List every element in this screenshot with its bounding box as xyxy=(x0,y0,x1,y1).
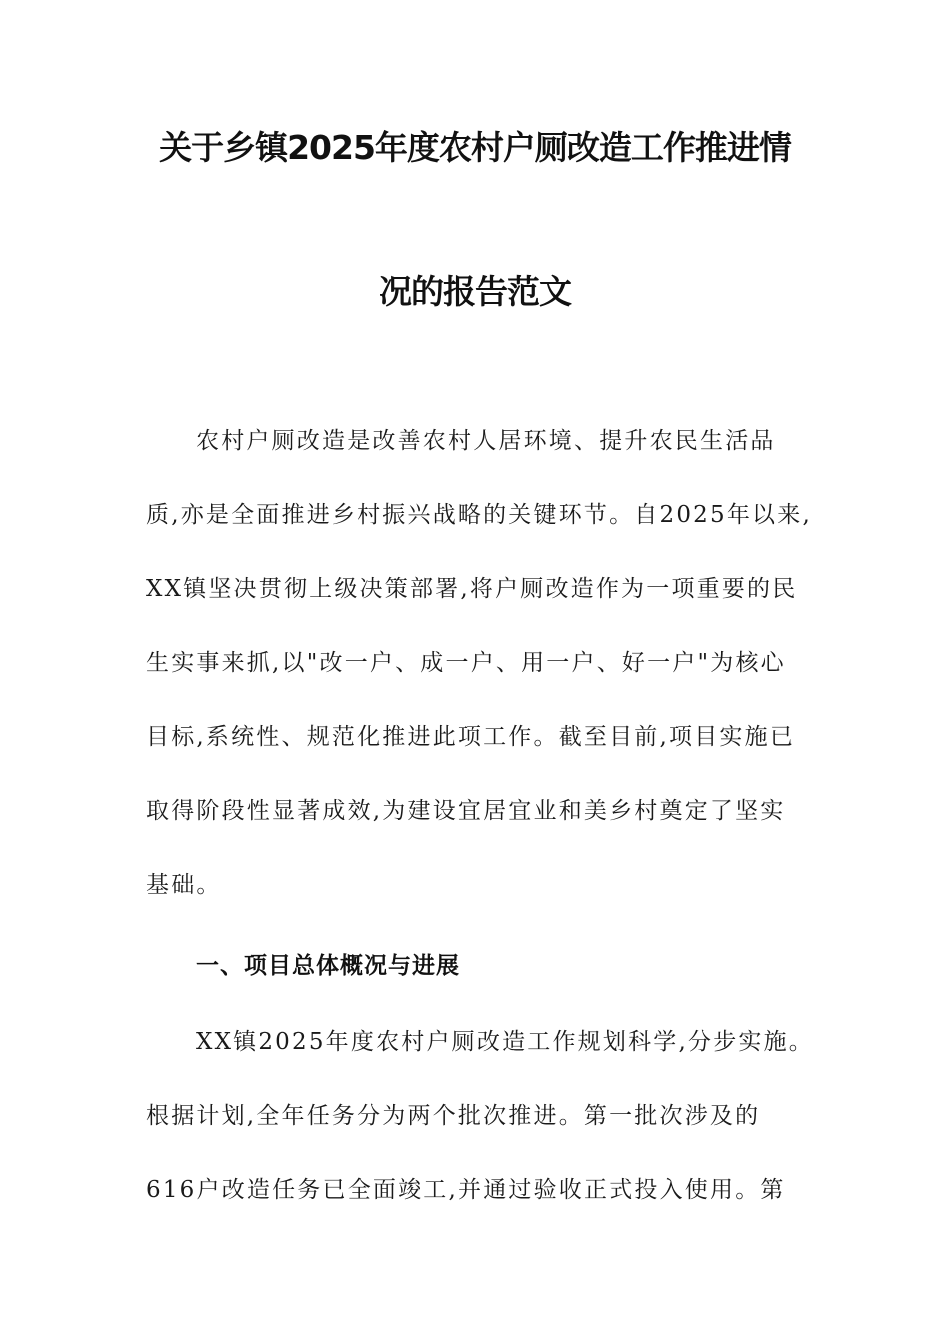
section-heading: 一、项目总体概况与进展 xyxy=(196,953,460,979)
intro-paragraph-line: XX镇坚决贯彻上级决策部署,将户厕改造作为一项重要的民 xyxy=(146,576,798,602)
intro-paragraph-line: 生实事来抓,以"改一户、成一户、用一户、好一户"为核心 xyxy=(146,650,786,676)
intro-paragraph-line: 质,亦是全面推进乡村振兴战略的关键环节。自2025年以来, xyxy=(146,502,812,528)
intro-paragraph-line: 目标,系统性、规范化推进此项工作。截至目前,项目实施已 xyxy=(146,724,796,750)
intro-paragraph-line: 取得阶段性显著成效,为建设宜居宜业和美乡村奠定了坚实 xyxy=(146,798,786,824)
section-paragraph-line: 根据计划,全年任务分为两个批次推进。第一批次涉及的 xyxy=(146,1103,761,1129)
intro-paragraph-line: 农村户厕改造是改善农村人居环境、提升农民生活品 xyxy=(196,428,776,454)
section-paragraph-line: XX镇2025年度农村户厕改造工作规划科学,分步实施。 xyxy=(196,1029,814,1055)
document-title-line-2: 况的报告范文 xyxy=(379,272,571,311)
intro-paragraph-line: 基础。 xyxy=(146,872,222,898)
document-title-line-1: 关于乡镇2025年度农村户厕改造工作推进情 xyxy=(159,128,791,167)
section-paragraph-line: 616户改造任务已全面竣工,并通过验收正式投入使用。第 xyxy=(146,1177,786,1203)
